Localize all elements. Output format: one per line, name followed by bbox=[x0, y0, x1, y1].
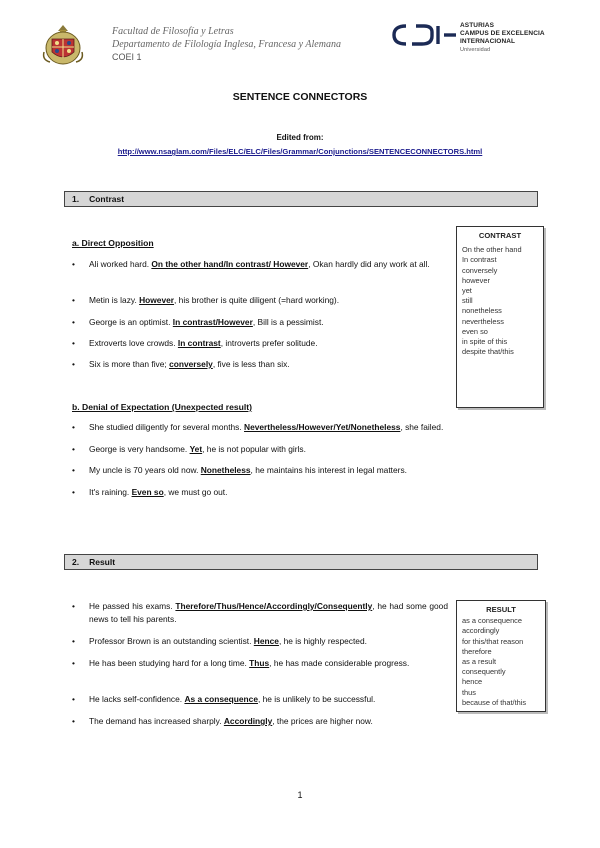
result-connectors-box bbox=[456, 600, 546, 712]
box-item: as a consequence bbox=[462, 616, 522, 626]
sentence-text: Professor Brown is an outstanding scientist. bbox=[89, 636, 254, 646]
connector: Nevertheless/However/Yet/Nonetheless bbox=[244, 422, 401, 432]
box-item: In contrast bbox=[462, 255, 497, 265]
bullet-icon: • bbox=[72, 317, 75, 327]
section-title: Result bbox=[89, 557, 116, 567]
connector: However bbox=[139, 295, 175, 305]
campus-line: INTERNACIONAL bbox=[460, 38, 516, 45]
sentence-text: , the prices are higher now. bbox=[272, 716, 373, 726]
course-code: COEI 1 bbox=[112, 52, 142, 62]
box-item: even so bbox=[462, 326, 488, 336]
sentence-text: He has been studying hard for a long time. bbox=[89, 658, 250, 668]
bullet-icon: • bbox=[72, 295, 75, 305]
connector: On the other hand/In contrast/ However bbox=[151, 259, 309, 269]
sentence-text: , he maintains his interest in legal matters. bbox=[250, 465, 407, 475]
connector: In contrast bbox=[177, 338, 221, 348]
connector: In contrast/However bbox=[172, 317, 253, 327]
connector: Yet bbox=[189, 444, 203, 454]
edited-from-label: Edited from: bbox=[276, 133, 324, 142]
campus-line: CAMPUS DE EXCELENCIA bbox=[460, 30, 545, 37]
box-item: because of that/this bbox=[462, 697, 527, 707]
bullet-icon: • bbox=[72, 601, 75, 611]
bullet-icon: • bbox=[72, 658, 75, 668]
sentence-text: She studied diligently for several months. bbox=[89, 422, 245, 432]
page-header bbox=[38, 20, 552, 70]
box-item: nevertheless bbox=[462, 316, 504, 326]
connector: conversely bbox=[169, 359, 213, 369]
bullet-icon: • bbox=[72, 694, 75, 704]
box-item: despite that/this bbox=[462, 347, 514, 357]
connector: Accordingly bbox=[223, 716, 273, 726]
sentence-text: George is very handsome. bbox=[89, 444, 190, 454]
sentence-text: , Okan hardly did any work at all. bbox=[308, 259, 430, 269]
subheading-direct-opposition: a. Direct Opposition bbox=[72, 238, 154, 248]
sentence-text: It's raining. bbox=[89, 487, 132, 497]
sentence-text: , Bill is a pessimist. bbox=[252, 317, 324, 327]
university-crest-icon bbox=[38, 22, 88, 66]
faculty-block bbox=[112, 25, 341, 64]
sentence-text: Extroverts love crowds. bbox=[89, 338, 178, 348]
bullet-icon: • bbox=[72, 359, 75, 369]
bullet-icon: • bbox=[72, 636, 75, 646]
bullet-icon: • bbox=[72, 487, 75, 497]
box-item: as a result bbox=[462, 657, 497, 667]
page-title: SENTENCE CONNECTORS bbox=[232, 91, 368, 103]
box-item: for this/that reason bbox=[462, 636, 524, 646]
page-number: 1 bbox=[297, 790, 303, 800]
sentence-text: , he had some good news to tell his parents. bbox=[89, 601, 448, 624]
bullet-icon: • bbox=[72, 465, 75, 475]
campus-small-line: Universidad bbox=[460, 47, 491, 53]
sentence-text: , his brother is quite diligent (=hard working). bbox=[174, 295, 340, 305]
box-item: still bbox=[462, 296, 473, 306]
connector: As a consequence bbox=[184, 694, 258, 704]
connector: Thus bbox=[249, 658, 270, 668]
box-item: conversely bbox=[462, 265, 498, 275]
box-item: yet bbox=[462, 286, 472, 296]
section-number: 2. bbox=[72, 557, 80, 567]
connector: Therefore/Thus/Hence/Accordingly/Consequently bbox=[175, 601, 373, 611]
box-item: therefore bbox=[462, 646, 492, 656]
section-result-header bbox=[64, 554, 538, 570]
connector: Hence bbox=[253, 636, 279, 646]
box-item: however bbox=[462, 275, 490, 285]
sentence-text: My uncle is 70 years old now. bbox=[89, 465, 201, 475]
box-item: consequently bbox=[462, 667, 506, 677]
box-title: RESULT bbox=[486, 605, 516, 614]
campus-line: ASTURIAS bbox=[460, 22, 495, 29]
box-item: On the other hand bbox=[462, 245, 522, 255]
sentence-text: He passed his exams. bbox=[89, 601, 176, 611]
bullet-icon: • bbox=[72, 338, 75, 348]
sentence-text: George is an optimist. bbox=[89, 317, 173, 327]
bullet-icon: • bbox=[72, 444, 75, 454]
bullet-icon: • bbox=[72, 259, 75, 269]
cei-logo-icon bbox=[392, 23, 458, 49]
sentence-text: , he is not popular with girls. bbox=[202, 444, 306, 454]
sentence-text: , he has made considerable progress. bbox=[269, 658, 410, 668]
source-link[interactable]: http://www.nsaglam.com/Files/ELC/ELC/Files/Grammar/Conjunctions/SENTENCECONNECTORS.html bbox=[117, 147, 483, 156]
sentence-text: The demand has increased sharply. bbox=[89, 716, 224, 726]
connector: Nonetheless bbox=[200, 465, 251, 475]
section-title: Contrast bbox=[89, 194, 125, 204]
sentence-text: He lacks self-confidence. bbox=[89, 694, 185, 704]
section-number: 1. bbox=[72, 194, 80, 204]
faculty-name: Facultad de Filosofía y Letras bbox=[112, 26, 234, 37]
sentence-text: , he is unlikely to be successful. bbox=[257, 694, 376, 704]
box-title: CONTRAST bbox=[478, 231, 522, 240]
box-item: hence bbox=[462, 677, 483, 687]
section-contrast-header bbox=[64, 191, 538, 207]
sentence-text: Ali worked hard. bbox=[89, 259, 152, 269]
bullet-icon: • bbox=[72, 422, 75, 432]
bullet-icon: • bbox=[72, 716, 75, 726]
sentence-text: Six is more than five; bbox=[89, 359, 170, 369]
box-item: in spite of this bbox=[462, 337, 508, 347]
box-item: accordingly bbox=[462, 626, 500, 636]
box-item: nonetheless bbox=[462, 306, 502, 316]
sentence-text: , we must go out. bbox=[163, 487, 228, 497]
sentence-text: , five is less than six. bbox=[212, 359, 290, 369]
subheading-denial-of-expectation: b. Denial of Expectation (Unexpected result) bbox=[72, 402, 253, 412]
campus-excellence-logo bbox=[392, 20, 552, 60]
sentence-text: , she failed. bbox=[400, 422, 444, 432]
campus-text bbox=[460, 22, 545, 54]
connector: Even so bbox=[131, 487, 164, 497]
sentence-text: , he is highly respected. bbox=[278, 636, 367, 646]
box-item: thus bbox=[462, 687, 476, 697]
sentence-text: , introverts prefer solitude. bbox=[220, 338, 318, 348]
department-name: Departamento de Filología Inglesa, Francesa y Alemana bbox=[112, 39, 341, 50]
sentence-text: Metin is lazy. bbox=[89, 295, 140, 305]
